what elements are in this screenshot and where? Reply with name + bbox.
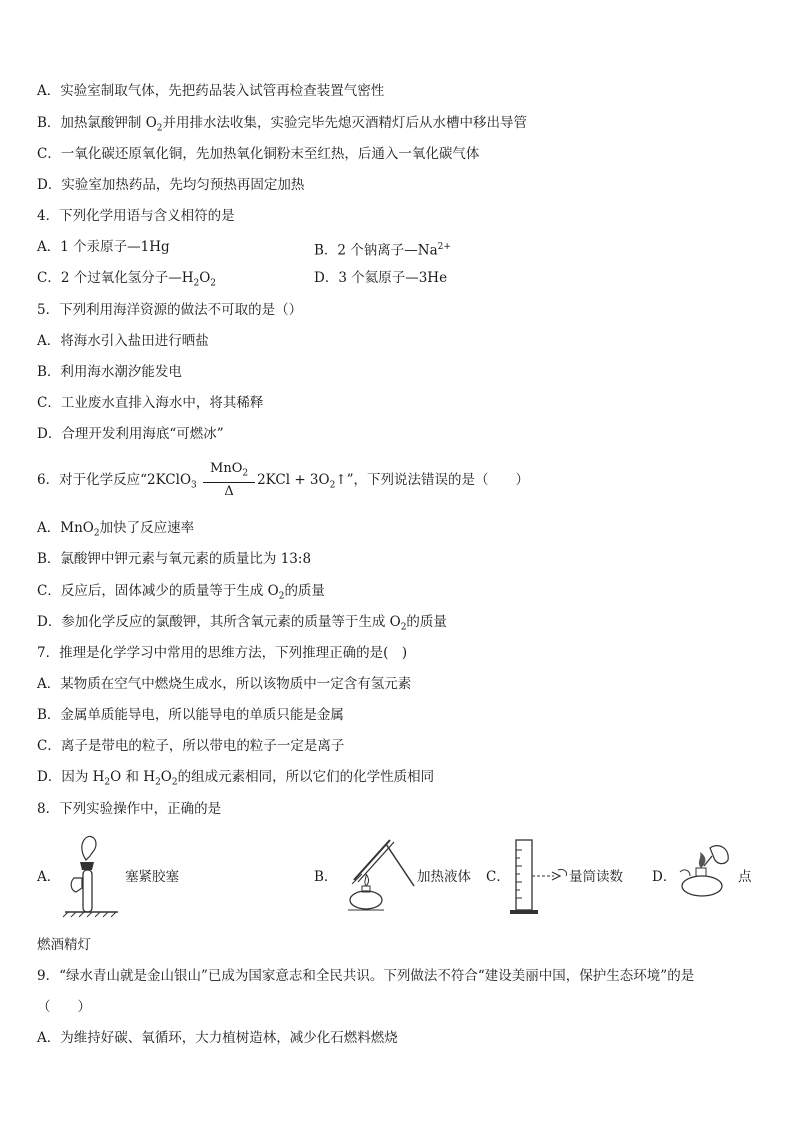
q8-d-text-continued: 燃酒精灯 bbox=[37, 937, 91, 953]
q4-b-pre: B．2 个钠离子—Na bbox=[314, 242, 438, 259]
q8-b-letter: B． bbox=[314, 869, 338, 885]
q4-option-d: D．3 个氦原子—3He bbox=[314, 270, 448, 286]
q5-option-d: D．合理开发利用海底“可燃冰” bbox=[37, 426, 224, 442]
q6-option-a: A．MnO$_2$加快了反应速率 bbox=[37, 520, 195, 539]
q8-c-text: 量筒读数 bbox=[569, 869, 623, 885]
q4-option-b bbox=[314, 238, 451, 260]
q6-option-c: C．反应后，固体减少的质量等于生成 $O_2$的质量 bbox=[37, 583, 325, 602]
q5-stem: 5．下列利用海洋资源的做法不可取的是（） bbox=[37, 302, 303, 318]
q4-c-mid: O bbox=[199, 270, 211, 286]
q4-b-sup: 2+ bbox=[437, 242, 451, 252]
q8-a-text: 塞紧胶塞 bbox=[125, 869, 179, 885]
q6-stem-post: ”，下列说法错误的是（ ） bbox=[346, 472, 530, 488]
q8-b-text: 加热液体 bbox=[417, 869, 471, 885]
q8-a-letter: A． bbox=[37, 869, 61, 885]
q4-c-pre: C．2 个过氧化氢分子—H bbox=[37, 270, 194, 286]
q4-c-sub2: 2 bbox=[210, 278, 217, 289]
q5-option-c: C．工业废水直排入海水中，将其稀释 bbox=[37, 395, 264, 411]
alcohol-lamp-figure-icon bbox=[676, 842, 736, 898]
reaction-condition bbox=[203, 461, 255, 500]
q5-option-a: A．将海水引入盐田进行晒盐 bbox=[37, 333, 209, 349]
q4-c-sub1: 2 bbox=[193, 278, 200, 289]
q5-option-b: B．利用海水潮汐能发电 bbox=[37, 364, 182, 380]
q6-stem bbox=[37, 455, 529, 505]
q3-option-d: D．实验室加热药品，先均匀预热再固定加热 bbox=[37, 177, 305, 193]
catalyst-label: MnO$_2$ bbox=[210, 461, 249, 479]
q8-d-text: 点 bbox=[738, 869, 752, 885]
q6-stem-sub: 3 bbox=[191, 480, 197, 491]
q6-option-d: D．参加化学反应的氯酸钾，其所含氧元素的质量等于生成 $O_2$的质量 bbox=[37, 614, 447, 633]
q8-stem: 8．下列实验操作中，正确的是 bbox=[37, 801, 222, 817]
q4-option-c bbox=[37, 269, 216, 293]
q7-stem: 7．推理是化学学习中常用的思维方法，下列推理正确的是( ) bbox=[37, 645, 408, 661]
stopper-figure-icon bbox=[60, 832, 120, 918]
q6-option-b: B．氯酸钾中钾元素与氧元素的质量比为 13:8 bbox=[37, 551, 312, 567]
q8-d-letter: D． bbox=[652, 869, 677, 885]
q9-option-a: A．为维持好碳、氧循环，大力植树造林，减少化石燃料燃烧 bbox=[37, 1030, 398, 1046]
q3-option-a: A．实验室制取气体，先把药品装入试管再检查装置气密性 bbox=[37, 83, 385, 99]
q3-b-pre: B．加热氯酸钾制 O bbox=[37, 115, 157, 131]
q9-paren: （ ） bbox=[37, 999, 91, 1015]
heating-liquid-figure-icon bbox=[336, 834, 416, 914]
gas-arrow-icon: ↑ bbox=[335, 472, 347, 488]
q6-products-sub: 2 bbox=[329, 480, 336, 491]
q7-option-d: D．因为 $H_2O$ 和 $H_2O_2$的组成元素相同，所以它们的化学性质相同 bbox=[37, 769, 435, 788]
graduated-cylinder-figure-icon bbox=[508, 836, 570, 916]
q3-b-post: 并用排水法收集，实验完毕先熄灭酒精灯后从水槽中移出导管 bbox=[162, 115, 528, 131]
q4-option-a: A．1 个汞原子—1Hg bbox=[37, 239, 170, 255]
q3-b-sub: 2 bbox=[156, 123, 163, 134]
heat-symbol: Δ bbox=[224, 483, 234, 499]
q3-option-c: C．一氧化碳还原氧化铜，先加热氧化铜粉末至红热，后通入一氧化碳气体 bbox=[37, 146, 480, 162]
q7-option-c: C．离子是带电的粒子，所以带电的粒子一定是离子 bbox=[37, 738, 345, 754]
q6-stem-pre: 6．对于化学反应“2KClO bbox=[37, 472, 192, 488]
q9-stem: 9．“绿水青山就是金山银山”已成为国家意志和全民共识。下列做法不符合“建设美丽中国，保护生态环境”的是 bbox=[37, 968, 695, 984]
q7-option-b: B．金属单质能导电，所以能导电的单质只能是金属 bbox=[37, 707, 344, 723]
q7-option-a: A．某物质在空气中燃烧生成水，所以该物质中一定含有氢元素 bbox=[37, 676, 412, 692]
q6-products: 2KCl + 3O bbox=[257, 472, 330, 488]
q4-stem: 4．下列化学用语与含义相符的是 bbox=[37, 208, 235, 224]
q8-c-letter: C． bbox=[486, 869, 510, 885]
q3-option-b bbox=[37, 114, 527, 138]
